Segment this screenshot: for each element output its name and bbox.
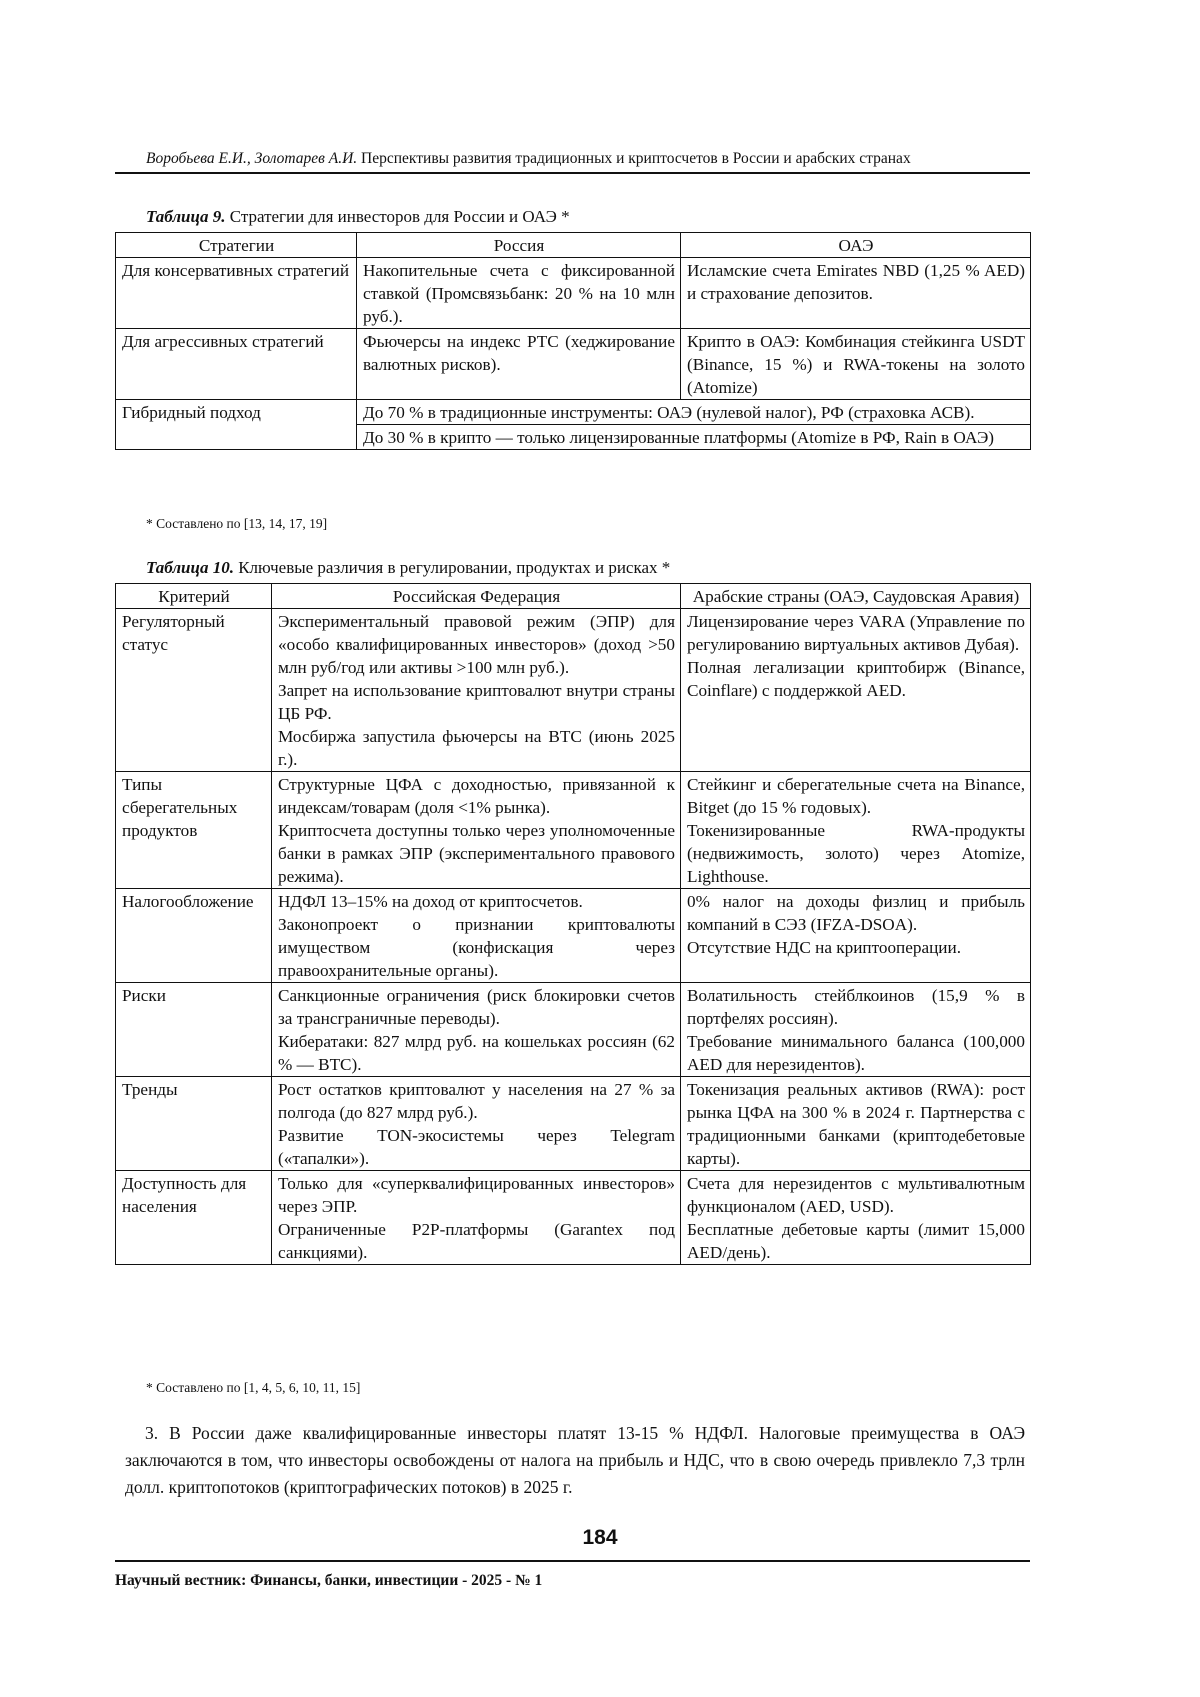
cell-line: Бесплатные дебетовые карты (лимит 15,000 AED/день). [687, 1220, 1025, 1262]
table9-source-note: * Составлено по [13, 14, 17, 19] [146, 516, 328, 531]
body-paragraph: 3. В России даже квалифицированные инвесторы платят 13-15 % НДФЛ. Налоговые преимущества в ОАЭ заключаются в том, что инвесторы освобождены от налога на прибыль и НДС, что в свою очередь привлекло 7,3 трлн долл. криптопотоков (криптографических потоков) в 2025 г. [125, 1423, 1025, 1497]
table9-cell-hybrid-label: Гибридный подход [116, 400, 357, 450]
table9-cell: Накопительные счета с фиксированной ставкой (Промсвязьбанк: 20 % на 10 млн руб.). [357, 258, 681, 329]
cell-line: Рост остатков криптовалют у населения на 27 % за полгода (до 827 млрд руб.). [278, 1080, 675, 1122]
table10-caption-text: Ключевые различия в регулировании, продуктах и рисках * [238, 558, 671, 577]
cell-line: Стейкинг и сберегательные счета на Binance, Bitget (до 15 % годовых). [687, 775, 1025, 817]
table-header-row [116, 584, 1031, 609]
cell-line: Кибератаки: 827 млрд руб. на кошельках россиян (62 % — BTC). [278, 1032, 675, 1074]
table9-cell: Крипто в ОАЭ: Комбинация стейкинга USDT (Binance, 15 %) и RWA-токены на золото (Atomize) [681, 329, 1031, 400]
table-row [116, 889, 1031, 983]
table-row [116, 258, 1031, 329]
cell-line: Полная легализации криптобирж (Binance, Coinflare) с поддержкой AED. [687, 658, 1025, 700]
cell-line: Структурные ЦФА с доходностью, привязанной к индексам/товарам (доля <1% рынка). [278, 775, 675, 817]
table10-criterion: Типы сберегательных продуктов [116, 772, 272, 889]
table10-caption [146, 558, 670, 578]
table-row [116, 609, 1031, 772]
cell-line: Санкционные ограничения (риск блокировки счетов за трансграничные переводы). [278, 986, 675, 1028]
cell-line: Счета для нерезидентов с мультивалютным функционалом (AED, USD). [687, 1174, 1025, 1216]
table10 [115, 583, 1031, 1265]
table9-header-uae: ОАЭ [681, 233, 1031, 258]
table10-ar-cell [681, 609, 1031, 772]
cell-line: Криптосчета доступны только через уполномоченные банки в рамках ЭПР (экспериментального правового режима). [278, 821, 675, 886]
table9-cell-hybrid-crypto: До 30 % в крипто — только лицензированные платформы (Atomize в РФ, Rain в ОАЭ) [357, 425, 1031, 450]
table9-cell: Фьючерсы на индекс РТС (хеджирование валютных рисков). [357, 329, 681, 400]
table10-ar-cell [681, 772, 1031, 889]
page-number: 184 [582, 1526, 618, 1549]
table-row [116, 400, 1031, 425]
table-header-row [116, 233, 1031, 258]
table10-ru-cell [272, 609, 681, 772]
table10-caption-label: Таблица 10. [146, 558, 234, 577]
table-row [116, 329, 1031, 400]
table10-ru-cell [272, 1171, 681, 1265]
cell-line: Токенизация реальных активов (RWA): рост рынка ЦФА на 300 % в 2024 г. Партнерства с традиционными банками (криптодебетовые карты). [687, 1080, 1025, 1168]
table10-criterion: Налогообложение [116, 889, 272, 983]
cell-line: Токенизированные RWA-продукты (недвижимость, золото) через Atomize, Lighthouse. [687, 821, 1025, 886]
table10-header-russia: Российская Федерация [272, 584, 681, 609]
table10-source-note: * Составлено по [1, 4, 5, 6, 10, 11, 15] [146, 1380, 361, 1395]
table10-ar-cell [681, 1077, 1031, 1171]
table9-cell: Исламские счета Emirates NBD (1,25 % AED) и страхование депозитов. [681, 258, 1031, 329]
table10-header-criterion: Критерий [116, 584, 272, 609]
cell-line: Мосбиржа запустила фьючерсы на BTC (июнь 2025 г.). [278, 727, 675, 769]
table9-header-russia: Россия [357, 233, 681, 258]
table9-cell-hybrid-traditional: До 70 % в традиционные инструменты: ОАЭ (нулевой налог), РФ (страховка АСВ). [357, 400, 1031, 425]
table10-ru-cell [272, 889, 681, 983]
table9-caption-text: Стратегии для инвесторов для России и ОАЭ * [229, 207, 570, 226]
header-title: Перспективы развития традиционных и криптосчетов в России и арабских странах [361, 150, 911, 167]
table10-ru-cell [272, 983, 681, 1077]
cell-line: Экспериментальный правовой режим (ЭПР) для «особо квалифицированных инвесторов» (доход >50 млн руб/год или активы >100 млн руб.). [278, 612, 675, 677]
table-row [116, 1077, 1031, 1171]
table9-caption [146, 207, 570, 227]
table9-header-strategies: Стратегии [116, 233, 357, 258]
footer-rule [115, 1560, 1030, 1562]
table9 [115, 232, 1031, 450]
table9-cell: Для консервативных стратегий [116, 258, 357, 329]
table10-criterion: Доступность для населения [116, 1171, 272, 1265]
cell-line: НДФЛ 13–15% на доход от криптосчетов. [278, 892, 583, 911]
table10-criterion: Риски [116, 983, 272, 1077]
table10-ar-cell [681, 983, 1031, 1077]
cell-line: Требование минимального баланса (100,000 AED для нерезидентов). [687, 1032, 1025, 1074]
table10-ar-cell [681, 889, 1031, 983]
table9-caption-label: Таблица 9. [146, 207, 226, 226]
cell-line: Законопроект о признании криптовалюты имуществом (конфискация через правоохранительные органы). [278, 915, 675, 980]
cell-line: Волатильность стейблкоинов (15,9 % в портфелях россиян). [687, 986, 1025, 1028]
cell-line: Отсутствие НДС на криптооперации. [687, 938, 962, 957]
header-authors: Воробьева Е.И., Золотарев А.И. [146, 150, 358, 167]
table10-header-arab: Арабские страны (ОАЭ, Саудовская Аравия) [681, 584, 1031, 609]
table10-ru-cell [272, 772, 681, 889]
table-row [116, 1171, 1031, 1265]
cell-line: Развитие TON-экосистемы через Telegram («тапалки»). [278, 1126, 675, 1168]
table-row [116, 983, 1031, 1077]
cell-line: Только для «суперквалифицированных инвесторов» через ЭПР. [278, 1174, 675, 1216]
header-rule [115, 172, 1030, 174]
cell-line: Ограниченные P2P-платформы (Garantex под санкциями). [278, 1220, 675, 1262]
table10-criterion: Регуляторный статус [116, 609, 272, 772]
cell-line: 0% налог на доходы физлиц и прибыль компаний в СЭЗ (IFZA-DSOA). [687, 892, 1025, 934]
running-header [146, 150, 911, 168]
journal-footer: Научный вестник: Финансы, банки, инвестиции - 2025 - № 1 [115, 1572, 543, 1589]
table9-cell: Для агрессивных стратегий [116, 329, 357, 400]
cell-line: Запрет на использование криптовалют внутри страны ЦБ РФ. [278, 681, 675, 723]
table10-criterion: Тренды [116, 1077, 272, 1171]
table-row [116, 772, 1031, 889]
cell-line: Лицензирование через VARA (Управление по регулированию виртуальных активов Дубая). [687, 612, 1025, 654]
table10-ar-cell [681, 1171, 1031, 1265]
table10-ru-cell [272, 1077, 681, 1171]
